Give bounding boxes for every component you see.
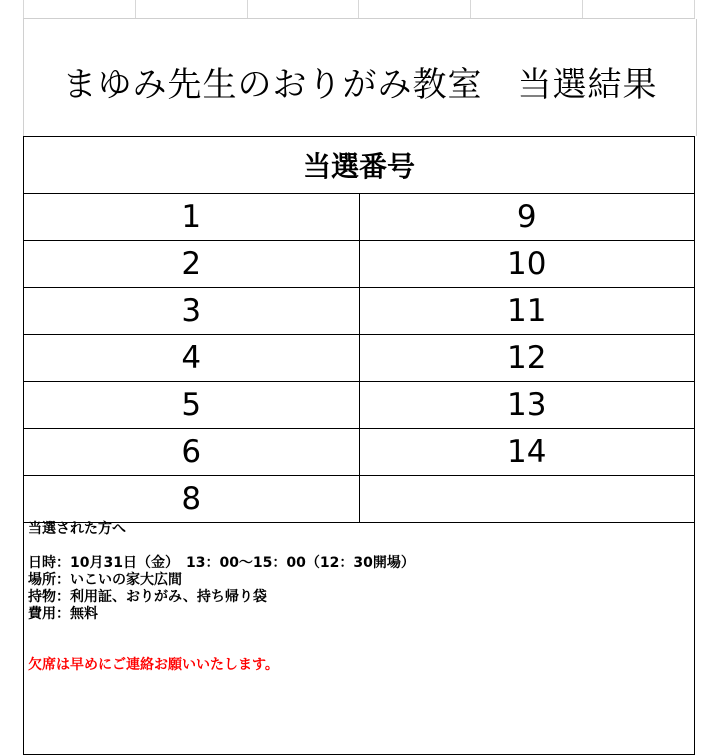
table-row: [24, 382, 695, 429]
winning-numbers-table: [23, 136, 695, 523]
header-grid-row: [23, 0, 695, 19]
table-row: [24, 476, 695, 523]
grid-cell: [358, 0, 470, 18]
notes-warning: 欠席は早めにご連絡お願いいたします。: [28, 657, 279, 673]
number-cell: 5: [24, 382, 360, 429]
number-cell: 2: [24, 241, 360, 288]
notes-fee: 費用：無料: [28, 606, 98, 622]
notes-place: 場所：いこいの家大広間: [28, 572, 182, 588]
notes-items: 持物：利用証、おりがみ、持ち帰り袋: [28, 589, 267, 605]
grid-cell: [470, 0, 582, 18]
table-row: [24, 335, 695, 382]
number-cell: 4: [24, 335, 360, 382]
number-cell: 3: [24, 288, 360, 335]
number-cell: 11: [359, 288, 695, 335]
number-cell: 8: [24, 476, 360, 523]
grid-cell: [23, 0, 135, 18]
title-area: [23, 19, 697, 136]
table-row: [24, 194, 695, 241]
table-header: 当選番号: [24, 137, 695, 194]
page-title: まゆみ先生のおりがみ教室 当選結果: [62, 65, 658, 105]
number-cell: 9: [359, 194, 695, 241]
number-cell: 1: [24, 194, 360, 241]
table-row: [24, 288, 695, 335]
grid-cell: [135, 0, 247, 18]
number-cell: 6: [24, 429, 360, 476]
number-cell: 12: [359, 335, 695, 382]
grid-cell: [582, 0, 695, 18]
notes-section: [23, 519, 695, 755]
notes-intro: 当選された方へ: [28, 521, 126, 537]
number-cell: [359, 476, 695, 523]
table-row: [24, 241, 695, 288]
table-header-row: [24, 137, 695, 194]
number-cell: 13: [359, 382, 695, 429]
table-row: [24, 429, 695, 476]
winning-numbers-table-wrap: [23, 136, 695, 523]
notes-datetime: 日時：10月31日（金） 13：00～15：00（12：30開場）: [28, 555, 415, 571]
grid-cell: [247, 0, 359, 18]
number-cell: 14: [359, 429, 695, 476]
number-cell: 10: [359, 241, 695, 288]
